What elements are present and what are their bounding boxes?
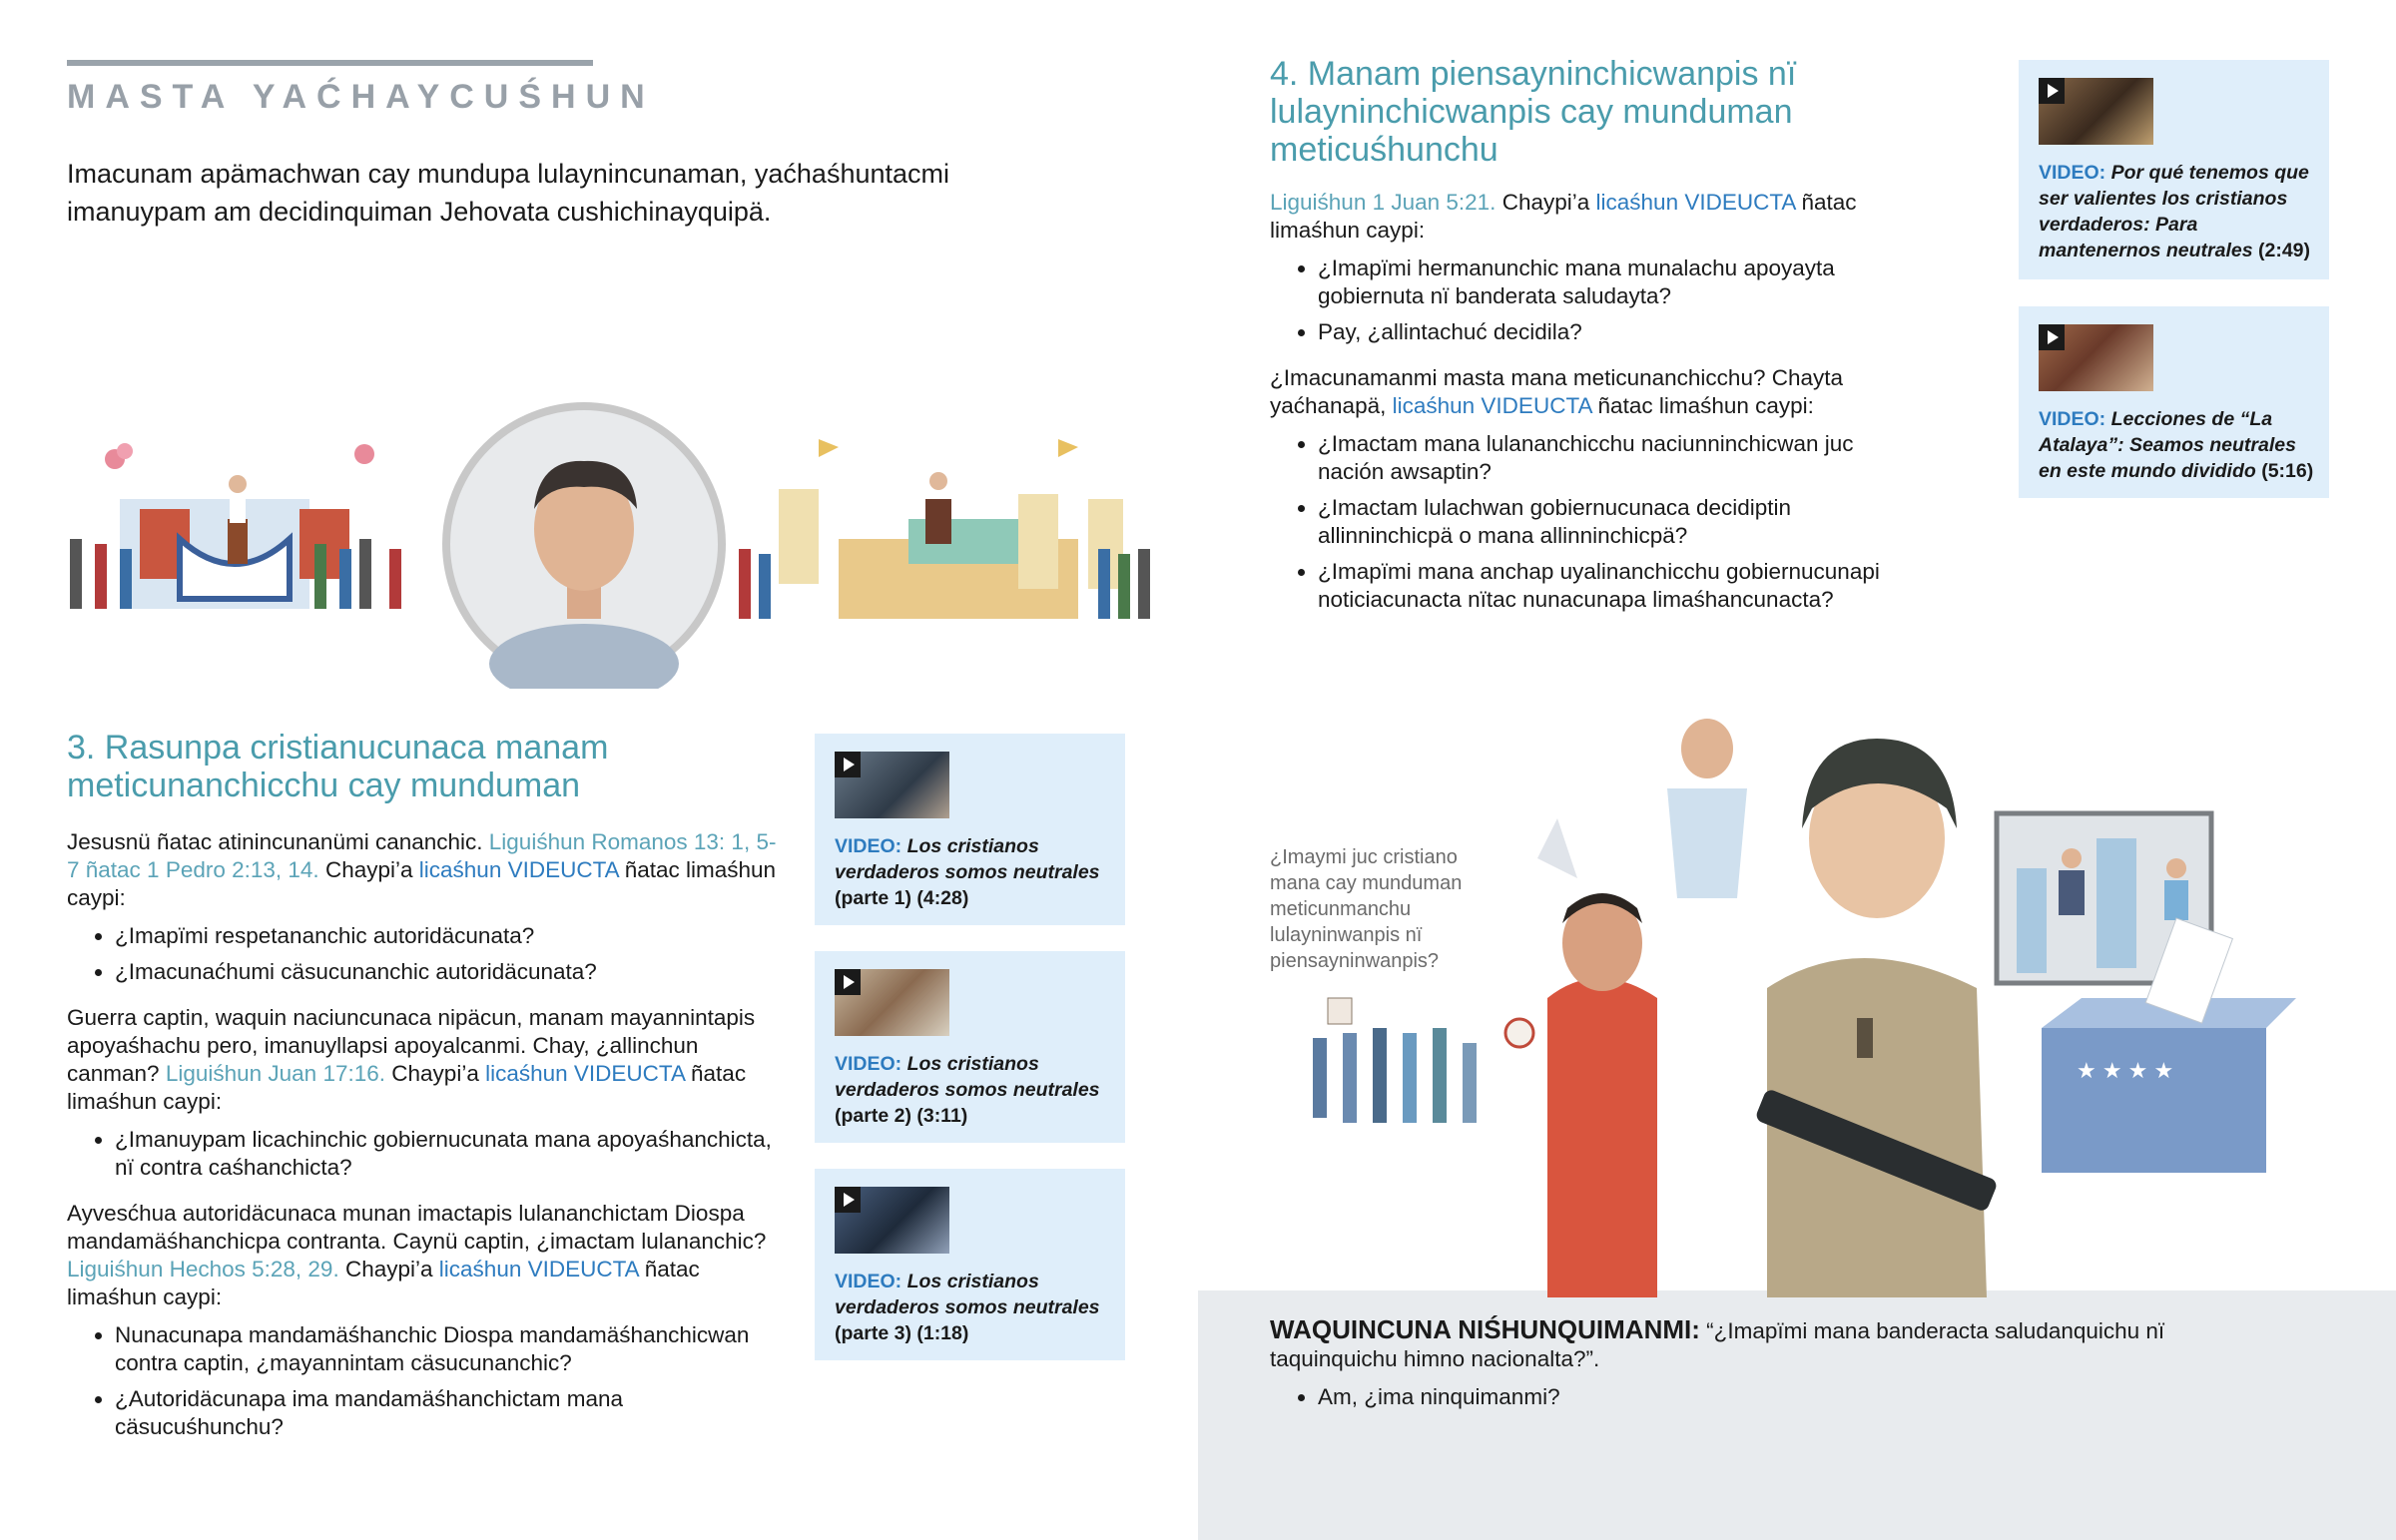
para-text: Chaypi’a — [1501, 190, 1590, 215]
list-item: • ¿Imapïmi hermanunchic mana munalachu apoyayta gobiernuta nï banderata saludayta? — [1318, 255, 1919, 310]
protest-group — [1313, 998, 1533, 1123]
scripture-ref[interactable]: Liguiśhun Juan 17:16. — [165, 1061, 386, 1086]
video-thumbnail[interactable] — [2039, 78, 2153, 145]
para-text: ñatac limaśhun caypi: — [1597, 393, 1814, 418]
intro-text: Imacunam apämachwan cay mundupa lulaynincunaman, yaćhaśhuntacmi imanuypam am decidinquiman Jehovata cushichinayquipä. — [67, 159, 949, 227]
play-icon — [2039, 78, 2065, 104]
para-text: Guerra captin, waquin naciuncunaca nipäcun, manam mayannintapis apoyaśhachu pero, imanuyllapsi apoyalcanmi. Chay, ¿allinchun canman? — [67, 1005, 756, 1086]
video-card-5[interactable] — [2019, 306, 2329, 498]
discussion-quote: “¿Imapïmi mana banderacta saludanquichu nï taquinquichu himno nacionalta?”. — [1270, 1318, 2165, 1371]
video-title: Los cristianos verdaderos somos neutrales — [835, 1053, 1100, 1101]
standing-boy — [1667, 719, 1747, 898]
section3-para1 — [67, 828, 786, 912]
bullet-list — [1270, 430, 1919, 614]
section3-title: 3. Rasunpa cristianucunaca manam meticunanchicchu cay munduman — [67, 729, 609, 804]
section4-title: 4. Manam piensayninchicwanpis nï lulayninchicwanpis cay munduman meticuśhunchu — [1270, 55, 1797, 169]
section4 — [1270, 55, 1919, 632]
video-caption — [835, 1269, 1111, 1346]
list-item: • ¿Imacunaćhumi cäsucunanchic autoridäcunata? — [115, 958, 786, 986]
list-item: • ¿Autoridäcunapa ima mandamäśhanchictam mana cäsucuśhunchu? — [115, 1385, 786, 1441]
play-icon — [835, 752, 861, 777]
video-label: VIDEO: — [2039, 408, 2106, 430]
discussion-block — [1270, 1315, 2188, 1429]
neutrality-illustration — [1298, 699, 2396, 1297]
header-rule — [67, 60, 593, 66]
svg-text:★ ★ ★ ★: ★ ★ ★ ★ — [2077, 1058, 2174, 1083]
video-link[interactable]: licaśhun VIDEUCTA — [485, 1061, 685, 1086]
list-item: • ¿Imanuypam licachinchic gobiernucunata mana apoyaśhanchicta, nï contra caśhanchicta? — [115, 1126, 786, 1182]
para-text: Chaypi’a — [391, 1061, 479, 1086]
section3-para2 — [67, 1004, 786, 1116]
video-label: VIDEO: — [835, 1271, 902, 1292]
play-icon — [835, 969, 861, 995]
video-duration: (parte 2) (3:11) — [835, 1105, 968, 1127]
list-item: • ¿Imapïmi respetananchic autoridäcunata? — [115, 922, 786, 950]
play-icon — [835, 1187, 861, 1213]
play-icon — [2039, 324, 2065, 350]
page-kicker: MASTA YAĆHAYCUŚHUN — [67, 78, 655, 116]
section3-para3 — [67, 1200, 786, 1311]
para-text: Chaypi’a — [344, 1257, 433, 1282]
section4-para1 — [1270, 189, 1919, 245]
video-caption — [2039, 160, 2315, 263]
man-portrait — [446, 406, 722, 689]
para-text: ¿Imacunamanmi masta mana meticunanchicchu? Chayta yaćhanapä, — [1270, 365, 1844, 418]
para-text: Jesusnü ñatac atinincunanümi cananchic. — [67, 829, 483, 854]
discussion-question — [1270, 1315, 2188, 1373]
bullet-list — [67, 922, 786, 986]
video-card-2[interactable] — [815, 951, 1125, 1143]
para-text: Ayvesćhua autoridäcunaca munan imactapis lulananchictam Diospa mandamäśhanchicpa contranta. Caynü captin, ¿imactam lulananchic? — [67, 1201, 767, 1254]
video-card-4[interactable] — [2019, 60, 2329, 279]
list-item: • Pay, ¿allintachuć decidila? — [1318, 318, 1919, 346]
video-caption — [2039, 406, 2315, 484]
left-rally-scene — [70, 443, 401, 609]
video-duration: (parte 1) (4:28) — [835, 887, 969, 909]
bullet-list — [1270, 255, 1919, 346]
para-text: Chaypi’a — [324, 857, 413, 882]
video-card-1[interactable] — [815, 734, 1125, 925]
section3 — [67, 729, 786, 1459]
para-text: ñatac limaśhun caypi: — [67, 1257, 700, 1309]
video-card-3[interactable] — [815, 1169, 1125, 1360]
video-label: VIDEO: — [835, 1053, 902, 1075]
bullet-list — [67, 1126, 786, 1182]
scripture-ref[interactable]: Liguiśhun Romanos 13: 1, 5-7 ñatac 1 Pedro 2:13, 14. — [67, 829, 777, 882]
list-item: • Nunacunapa mandamäśhanchic Diospa mandamäśhanchicwan contra captin, ¿mayannintam cäsucunanchic? — [115, 1321, 786, 1377]
scripture-ref[interactable]: Liguiśhun 1 Juan 5:21. — [1270, 190, 1497, 215]
video-title: Por qué tenemos que ser valientes los cristianos verdaderos: Para mantenernos neutrales — [2039, 162, 2309, 261]
list-item: • Am, ¿ima ninquimanmi? — [1318, 1383, 2188, 1411]
video-duration: (2:49) — [2258, 240, 2311, 261]
video-thumbnail[interactable] — [835, 752, 949, 818]
video-thumbnail[interactable] — [835, 969, 949, 1036]
video-duration: (parte 3) (1:18) — [835, 1322, 969, 1344]
video-label: VIDEO: — [835, 835, 902, 857]
video-thumbnail[interactable] — [835, 1187, 949, 1254]
illustration-question: ¿Imaymi juc cristiano mana cay munduman meticunmanchu lulayninwanpis nï piensayninwanpis? — [1270, 846, 1463, 972]
list-item: • ¿Imactam mana lulananchicchu naciunninchicwan juc nación awsaptin? — [1318, 430, 1919, 486]
discussion-label: WAQUINCUNA NIŚHUNQUIMANMI: — [1270, 1314, 1700, 1344]
bullet-list — [67, 1321, 786, 1441]
video-caption — [835, 833, 1111, 911]
video-link[interactable]: licaśhun VIDEUCTA — [438, 1257, 639, 1282]
video-title: Lecciones de “La Atalaya”: Seamos neutrales en este mundo dividido — [2039, 408, 2296, 482]
video-link[interactable]: licaśhun VIDEUCTA — [1392, 393, 1592, 418]
right-rally-scene — [739, 439, 1150, 619]
video-duration: (5:16) — [2261, 460, 2314, 482]
video-caption — [835, 1051, 1111, 1129]
soldier — [1754, 739, 1999, 1297]
video-label: VIDEO: — [2039, 162, 2106, 184]
video-link[interactable]: licaśhun VIDEUCTA — [1595, 190, 1796, 215]
list-item: • ¿Imactam lulachwan gobiernucunaca decidiptin allinninchicpä o mana allinninchicpä? — [1318, 494, 1919, 550]
bullet-list — [1270, 1383, 2188, 1411]
para-text: ñatac limaśhun caypi: — [1270, 190, 1857, 243]
politics-illustration — [60, 399, 1158, 689]
video-thumbnail[interactable] — [2039, 324, 2153, 391]
section4-para2 — [1270, 364, 1919, 420]
list-item: • ¿Imapïmi mana anchap uyalinanchicchu gobiernucunapi noticiacunacta nïtac nunacunapa limaśhancunacta? — [1318, 558, 1919, 614]
para-text: ñatac limaśhun caypi: — [67, 1061, 747, 1114]
shouting-man — [1537, 818, 1657, 1297]
video-title: Los cristianos verdaderos somos neutrales — [835, 835, 1100, 883]
scripture-ref[interactable]: Liguiśhun Hechos 5:28, 29. — [67, 1257, 339, 1282]
video-link[interactable]: licaśhun VIDEUCTA — [418, 857, 619, 882]
video-title: Los cristianos verdaderos somos neutrales — [835, 1271, 1100, 1318]
para-text: ñatac limaśhun caypi: — [67, 857, 777, 910]
